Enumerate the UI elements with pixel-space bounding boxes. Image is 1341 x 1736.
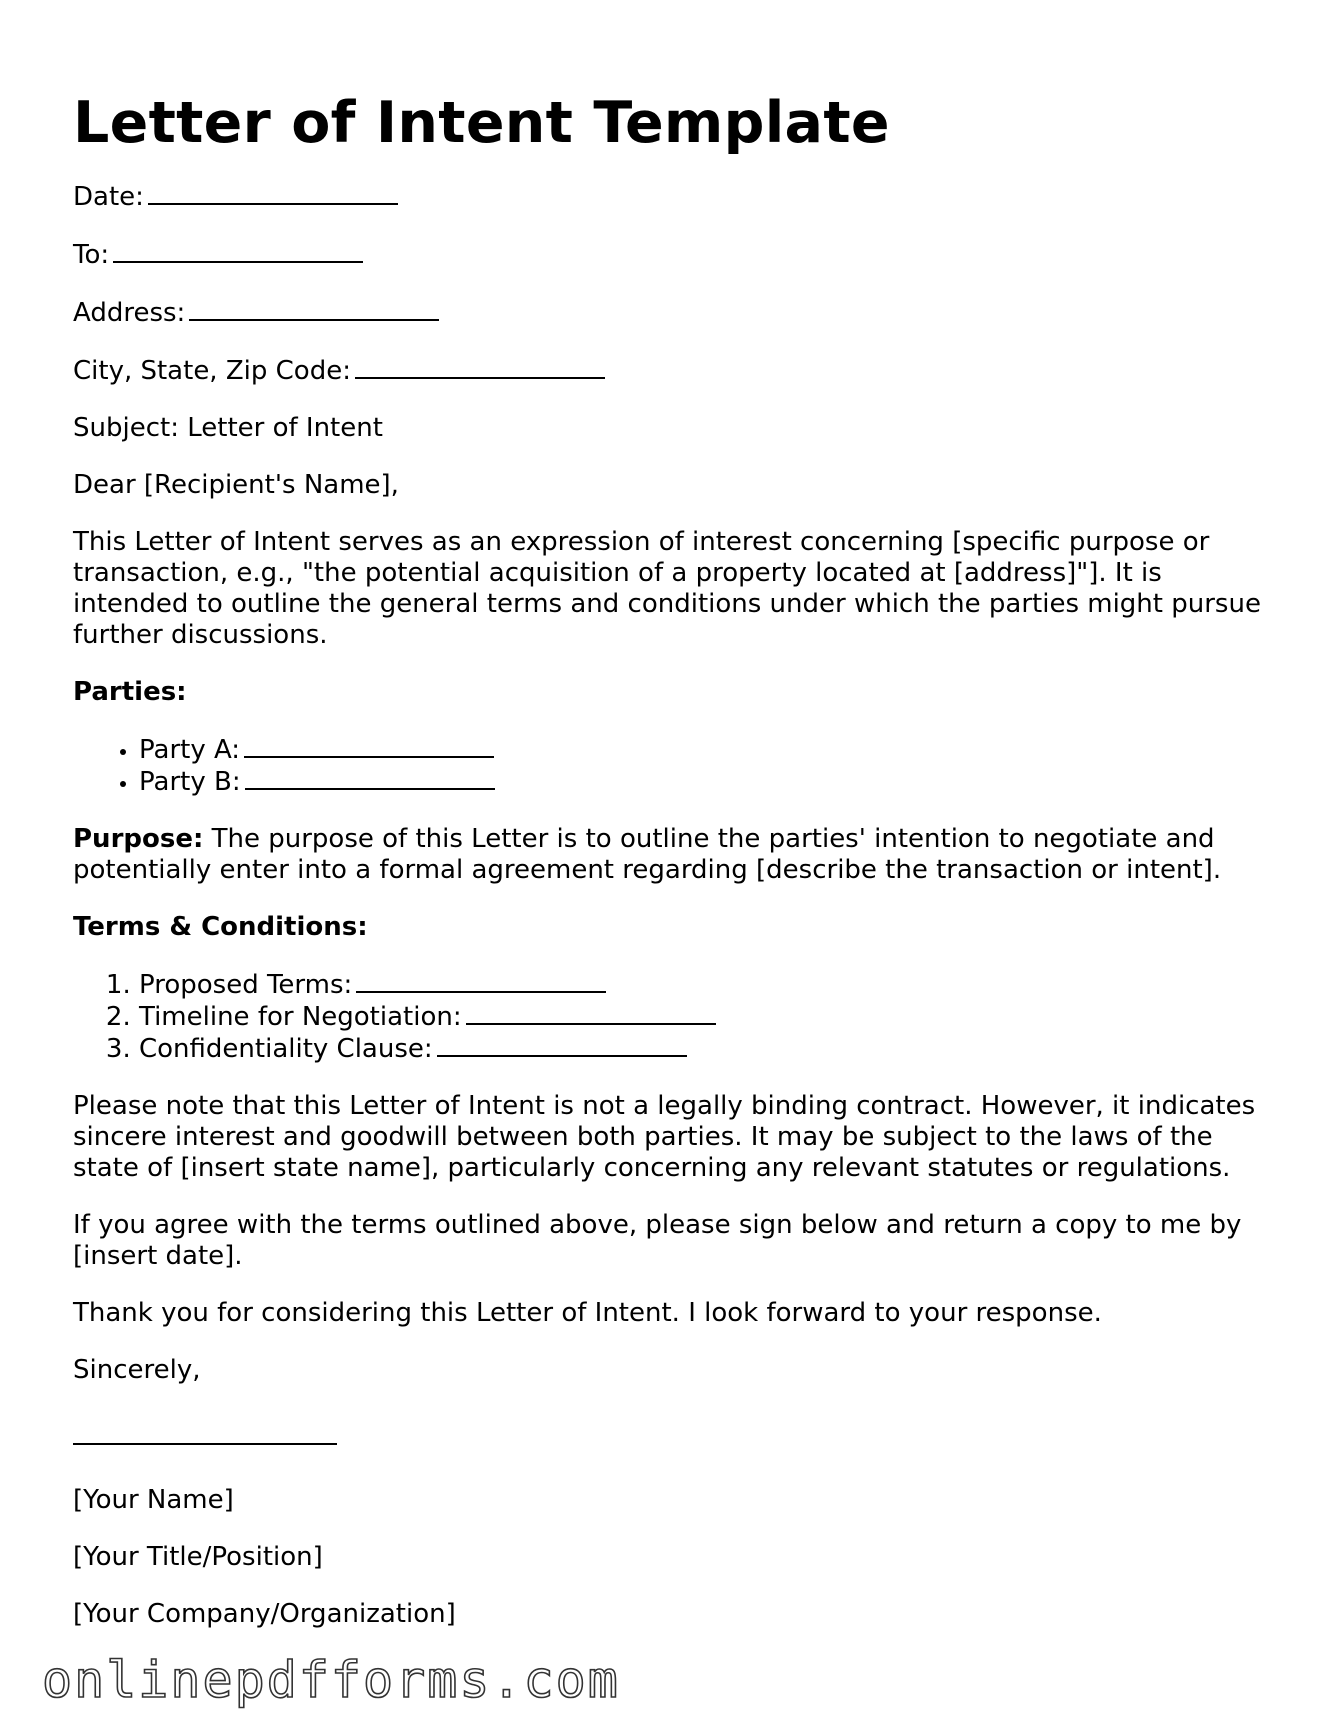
city-label: City, State, Zip Code: [73, 356, 351, 386]
to-blank [113, 239, 363, 263]
party-a-blank [244, 734, 494, 758]
date-blank [148, 181, 398, 205]
terms-heading: Terms & Conditions: [73, 912, 368, 942]
city-field [73, 355, 1273, 387]
list-item [139, 969, 1273, 1001]
closing: Sincerely, [73, 1355, 201, 1385]
to-field [73, 239, 1273, 271]
address-blank [189, 297, 439, 321]
term-label: Proposed Terms: [139, 970, 353, 1000]
list-item [139, 766, 1273, 798]
purpose-paragraph [73, 824, 1273, 886]
term-blank [356, 969, 606, 993]
term-blank [466, 1001, 716, 1025]
signature-company: [Your Company/Organization] [73, 1599, 456, 1629]
agree-paragraph: If you agree with the terms outlined above, please sign below and return a copy to me by [insert date]. [73, 1210, 1242, 1271]
greeting: Dear [Recipient's Name], [73, 470, 399, 500]
parties-heading: Parties: [73, 677, 187, 707]
thanks-paragraph: Thank you for considering this Letter of Intent. I look forward to your response. [73, 1298, 1102, 1328]
subject-line: Subject: Letter of Intent [73, 413, 383, 443]
watermark: onlinepdfforms.com [42, 1651, 620, 1709]
note-paragraph: Please note that this Letter of Intent is not a legally binding contract. However, it indicates sincere interest and goodwill between both parties. It may be subject to the laws of the state of [insert state name], particularly concerning any relevant statutes or regulations. [73, 1091, 1256, 1183]
list-item [139, 1001, 1273, 1033]
date-label: Date: [73, 182, 144, 212]
list-item [139, 734, 1273, 766]
term-blank [437, 1033, 687, 1057]
signature-title: [Your Title/Position] [73, 1542, 323, 1572]
to-label: To: [73, 240, 110, 270]
list-item [139, 1033, 1273, 1065]
address-label: Address: [73, 298, 186, 328]
party-b-blank [245, 766, 495, 790]
terms-list [73, 969, 1273, 1065]
address-field [73, 297, 1273, 329]
parties-list [73, 734, 1273, 798]
signature-name: [Your Name] [73, 1485, 234, 1515]
letter-document [73, 88, 1273, 1656]
party-a-label: Party A: [139, 735, 241, 765]
page-title: Letter of Intent Template [73, 90, 890, 156]
signature-line [73, 1442, 337, 1445]
party-b-label: Party B: [139, 767, 241, 797]
date-field [73, 181, 1273, 213]
term-label: Timeline for Negotiation: [139, 1002, 462, 1032]
intro-paragraph: This Letter of Intent serves as an expression of interest concerning [specific purpose or transaction, e.g., "the potential acquisition of a property located at [address]"]. It is intended to outline the general terms and conditions under which the parties might pursue further discussions. [73, 527, 1261, 650]
purpose-label: Purpose: [73, 824, 204, 854]
term-label: Confidentiality Clause: [139, 1034, 433, 1064]
city-blank [355, 355, 605, 379]
purpose-text: The purpose of this Letter is to outline the parties' intention to negotiate and potentially enter into a formal agreement regarding [describe the transaction or intent]. [73, 824, 1222, 885]
